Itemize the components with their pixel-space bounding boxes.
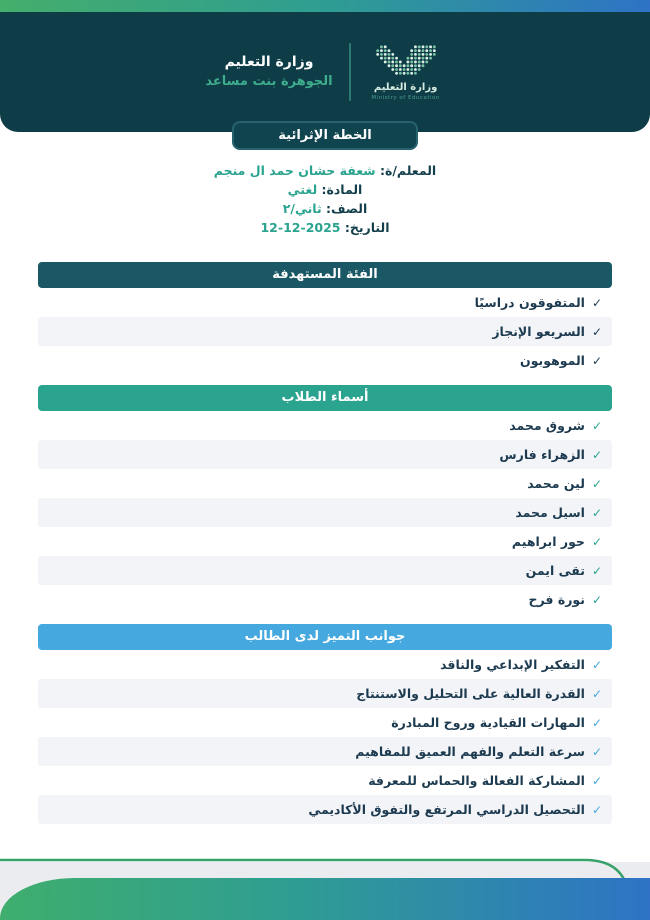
check-icon: ✓ [591, 506, 602, 520]
check-icon: ✓ [591, 477, 602, 491]
meta-label: التاريخ: [344, 220, 390, 235]
title-badge: الخطة الإثرائية [232, 121, 418, 150]
meta-value: شعفة حشان حمد ال منجم [213, 163, 376, 178]
item-label: حور ابراهيم [511, 534, 585, 549]
check-icon: ✓ [591, 774, 602, 788]
ministry-name: وزارة التعليم [224, 54, 314, 71]
meta-label: المادة: [321, 182, 363, 197]
list-item [38, 556, 612, 585]
item-label: تقى ايمن [525, 563, 585, 578]
meta-value: ثاني/٢ [282, 201, 322, 216]
section-student-names [38, 385, 612, 614]
item-label: شروق محمد [509, 418, 585, 433]
item-label: التفكير الإبداعي والناقد [440, 657, 585, 672]
check-icon: ✓ [591, 803, 602, 817]
section-title: الفئة المستهدفة [38, 262, 612, 288]
list-item [38, 650, 612, 679]
check-icon: ✓ [591, 564, 602, 578]
list-item [38, 708, 612, 737]
item-label: القدرة العالية على التحليل والاستنتاج [356, 686, 585, 701]
meta-value: 2025-12-12 [260, 220, 341, 235]
section-rows [38, 650, 612, 824]
check-icon: ✓ [591, 658, 602, 672]
list-item [38, 317, 612, 346]
check-icon: ✓ [591, 716, 602, 730]
check-icon: ✓ [591, 535, 602, 549]
item-label: المشاركة الفعالة والحماس للمعرفة [368, 773, 585, 788]
sections-container [38, 262, 612, 834]
list-item [38, 737, 612, 766]
item-label: سرعة التعلم والفهم العميق للمفاهيم [355, 744, 585, 759]
meta-line-subject [0, 180, 650, 199]
list-item [38, 527, 612, 556]
section-rows [38, 288, 612, 375]
list-item [38, 679, 612, 708]
meta-block [0, 161, 650, 237]
item-label: المتفوقون دراسيًا [474, 295, 585, 310]
section-title: جوانب التميز لدى الطالب [38, 624, 612, 650]
list-item [38, 585, 612, 614]
ministry-logo [367, 44, 445, 101]
section-excellence-aspects [38, 624, 612, 824]
ministry-logo-icon [373, 44, 439, 78]
check-icon: ✓ [591, 419, 602, 433]
item-label: لين محمد [527, 476, 585, 491]
header-names [205, 52, 332, 91]
section-target-group [38, 262, 612, 375]
list-item [38, 346, 612, 375]
top-gradient-bar [0, 0, 650, 12]
meta-line-grade [0, 199, 650, 218]
meta-line-date [0, 218, 650, 237]
list-item [38, 766, 612, 795]
school-name: الجوهرة بنت مساعد [205, 74, 333, 90]
check-icon: ✓ [591, 687, 602, 701]
section-title: أسماء الطلاب [38, 385, 612, 411]
item-label: اسيل محمد [515, 505, 585, 520]
check-icon: ✓ [591, 296, 602, 310]
footer-gradient-band [0, 878, 650, 920]
item-label: الزهراء فارس [499, 447, 585, 462]
list-item [38, 498, 612, 527]
meta-label: الصف: [326, 201, 368, 216]
meta-value: لغتي [287, 182, 318, 197]
check-icon: ✓ [591, 745, 602, 759]
item-label: الموهوبون [520, 353, 585, 368]
item-label: السريعو الإنجاز [492, 324, 585, 339]
logo-subtitle: Ministry of Education [371, 94, 440, 101]
check-icon: ✓ [591, 325, 602, 339]
logo-wordmark: وزارة التعليم [373, 81, 438, 93]
list-item [38, 440, 612, 469]
list-item [38, 795, 612, 824]
meta-line-teacher [0, 161, 650, 180]
check-icon: ✓ [591, 354, 602, 368]
item-label: نورة فرح [528, 592, 585, 607]
header-divider [349, 43, 351, 101]
meta-label: المعلم/ة: [379, 163, 437, 178]
section-rows [38, 411, 612, 614]
check-icon: ✓ [591, 593, 602, 607]
list-item [38, 288, 612, 317]
item-label: المهارات القيادية وروح المبادرة [391, 715, 585, 730]
ministry-header [0, 12, 650, 132]
list-item [38, 411, 612, 440]
list-item [38, 469, 612, 498]
item-label: التحصيل الدراسي المرتفع والتفوق الأكاديمي [308, 802, 585, 817]
check-icon: ✓ [591, 448, 602, 462]
